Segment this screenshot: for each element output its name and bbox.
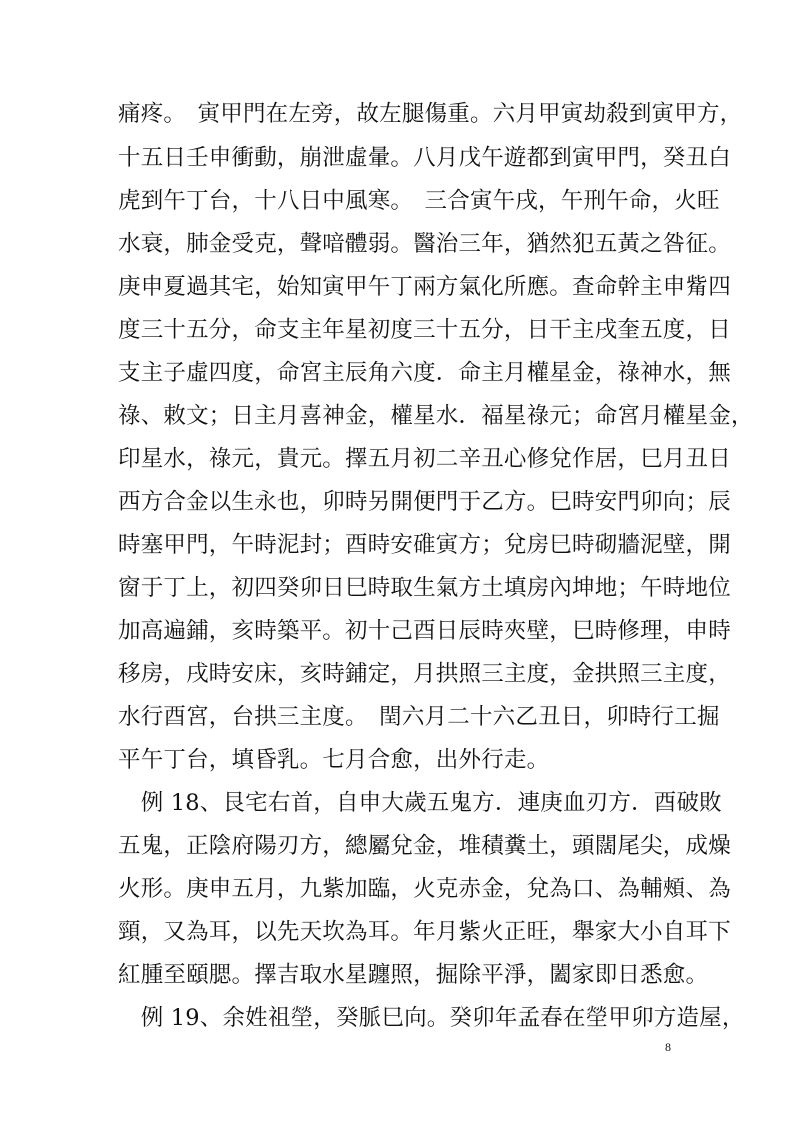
text-line: 支主子虛四度，命宮主辰角六度．命主月權星金，祿神水，無 [118,360,731,386]
text-line: 例 19、余姓祖塋，癸脈巳向。癸卯年孟春在塋甲卯方造屋， [118,1005,745,1031]
text-line: 窗于丁上，初四癸卯日巳時取生氣方土填房內坤地；午時地位 [118,575,731,601]
text-line: 水衰，肺金受克，聲喑體弱。醫治三年，猶然犯五黃之咎征。 [118,231,731,257]
text-line: 祿、敕文；日主月喜神金，權星水．福星祿元；命宮月權星金， [118,403,754,429]
text-line: 西方合金以生永也，卯時另開便門于乙方。巳時安門卯向；辰 [118,489,731,515]
text-line: 火形。庚申五月，九紫加臨，火克赤金，兌為口、為輔頰、為 [118,876,731,902]
page-number: 8 [665,1040,671,1054]
text-line: 十五日壬申衝動，崩泄虛暈。八月戊午遊都到寅甲門，癸丑白 [118,145,731,171]
text-line: 度三十五分，命支主年星初度三十五分，日干主戌奎五度，日 [118,317,731,343]
text-line: 痛疼。 寅甲門在左旁，故左腿傷重。六月甲寅劫殺到寅甲方， [118,101,743,127]
text-line: 移房，戌時安床，亥時鋪定，月拱照三主度，金拱照三主度， [118,661,731,687]
text-line: 平午丁台，填昏乳。七月合愈，出外行走。 [118,747,550,773]
text-line: 水行酉宮，台拱三主度。 閏六月二十六乙丑日，卯時行工掘 [118,704,720,730]
text-line: 五鬼，正陰府陽刃方，總屬兌金，堆積糞土，頭闊尾尖，成燥 [118,833,731,859]
text-line: 紅腫至頤腮。擇吉取水星躔照，掘除平淨，闔家即日悉愈。 [118,962,709,988]
text-line: 庚申夏過其宅，始知寅甲午丁兩方氣化所應。查命幹主申觜四 [118,274,731,300]
text-line: 印星水，祿元，貴元。擇五月初二辛丑心修兌作居，巳月丑日 [118,446,731,472]
text-line: 頸，又為耳，以先天坎為耳。年月紫火正旺，舉家大小自耳下 [118,919,731,945]
text-line: 時塞甲門，午時泥封；酉時安碓寅方；兌房巳時砌牆泥壁，開 [118,532,731,558]
text-line: 例 18、艮宅右首，自申大歲五鬼方．連庚血刃方．酉破敗 [118,790,722,816]
text-line: 虎到午丁台，十八日中風寒。 三合寅午戌，午刑午命，火旺 [118,188,720,214]
text-line: 加高遍鋪，亥時築平。初十己酉日辰時夾壁，巳時修理，申時 [118,618,731,644]
